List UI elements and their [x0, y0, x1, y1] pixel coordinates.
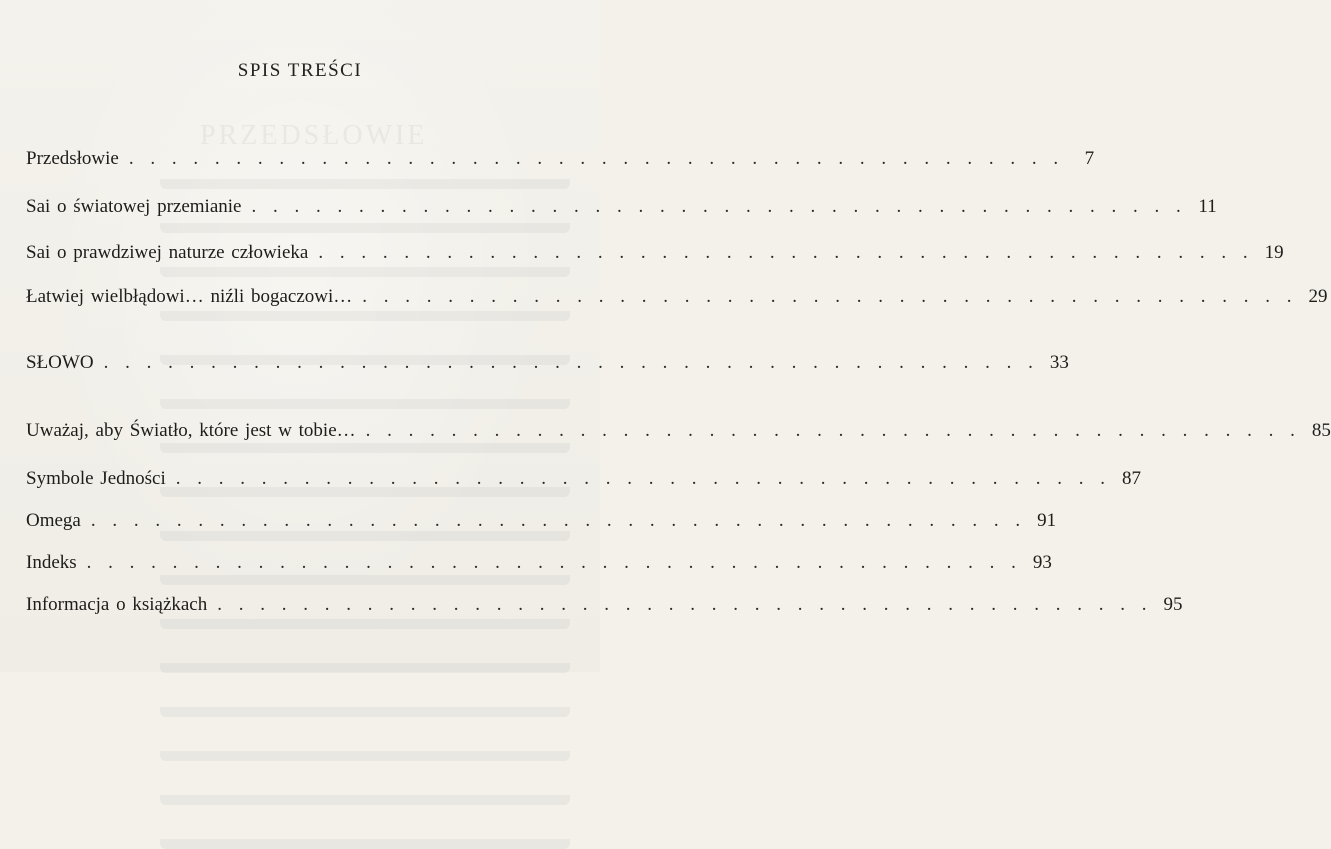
toc-entry-title: Indeks: [26, 552, 77, 573]
toc-entry: [26, 594, 1183, 622]
toc-entry-page: 29: [1308, 286, 1328, 307]
toc-entry-title: Sai o światowej przemianie: [26, 196, 242, 217]
toc-entry-title: Symbole Jedności: [26, 468, 166, 489]
toc-entry: [26, 420, 1331, 448]
toc-entry-page: 93: [1032, 552, 1052, 573]
toc-entry-title: Łatwiej wielbłądowi… niźli bogaczowi…: [26, 286, 353, 307]
toc-entry-page: 95: [1163, 594, 1183, 615]
toc-entry: [26, 468, 1141, 496]
toc-entry: [26, 286, 1328, 314]
page-title: SPIS TREŚCI: [237, 60, 363, 81]
toc-entry: [26, 352, 1069, 380]
toc-dot-leader: . . . . . . . . . . . . . . . . . . . . . . . . . . . . . . . . . . . . . . . . . . . .: [362, 286, 1298, 307]
toc-entry-page: 11: [1198, 196, 1217, 217]
toc-dot-leader: . . . . . . . . . . . . . . . . . . . . . . . . . . . . . . . . . . . . . . . . . . . .: [128, 148, 1065, 169]
toc-entry-title: Przedsłowie: [26, 148, 119, 169]
toc-entry-title: Informacja o książkach: [26, 594, 208, 615]
toc-dot-leader: . . . . . . . . . . . . . . . . . . . . . . . . . . . . . . . . . . . . . . . . . . . .: [175, 468, 1111, 489]
toc-dot-leader: . . . . . . . . . . . . . . . . . . . . . . . . . . . . . . . . . . . . . . . . . . . .: [103, 352, 1039, 373]
toc-entry-page: 87: [1122, 468, 1141, 489]
bleed-through-text: PRZEDSŁOWIE: [160, 125, 580, 665]
toc-dot-leader: . . . . . . . . . . . . . . . . . . . . . . . . . . . . . . . . . . . . . . . . . . . .: [365, 420, 1301, 441]
toc-entry: [26, 510, 1057, 538]
toc-dot-leader: . . . . . . . . . . . . . . . . . . . . . . . . . . . . . . . . . . . . . . . . . . . .: [251, 196, 1187, 217]
toc-dot-leader: . . . . . . . . . . . . . . . . . . . . . . . . . . . . . . . . . . . . . . . . . . . .: [90, 510, 1027, 531]
toc-dot-leader: . . . . . . . . . . . . . . . . . . . . . . . . . . . . . . . . . . . . . . . . . . . .: [318, 242, 1254, 263]
toc-entry: [26, 242, 1284, 270]
toc-entry-page: 33: [1049, 352, 1069, 373]
toc-entry-title: SŁOWO: [26, 352, 94, 373]
toc-entry: [26, 196, 1217, 224]
toc-entry-title: Uważaj, aby Światło, które jest w tobie…: [26, 420, 356, 441]
toc-entry-page: 91: [1037, 510, 1057, 531]
toc-entry-page: 7: [1084, 148, 1095, 169]
toc-entry-page: 85: [1311, 420, 1331, 441]
toc-entry-title: Sai o prawdziwej naturze człowieka: [26, 242, 309, 263]
toc-entry-title: Omega: [26, 510, 81, 531]
toc-entry: [26, 552, 1052, 580]
toc-entry-page: 19: [1264, 242, 1284, 263]
toc-entry: [26, 148, 1095, 176]
toc-dot-leader: . . . . . . . . . . . . . . . . . . . . . . . . . . . . . . . . . . . . . . . . . . . .: [217, 594, 1153, 615]
toc-dot-leader: . . . . . . . . . . . . . . . . . . . . . . . . . . . . . . . . . . . . . . . . . . . .: [86, 552, 1022, 573]
